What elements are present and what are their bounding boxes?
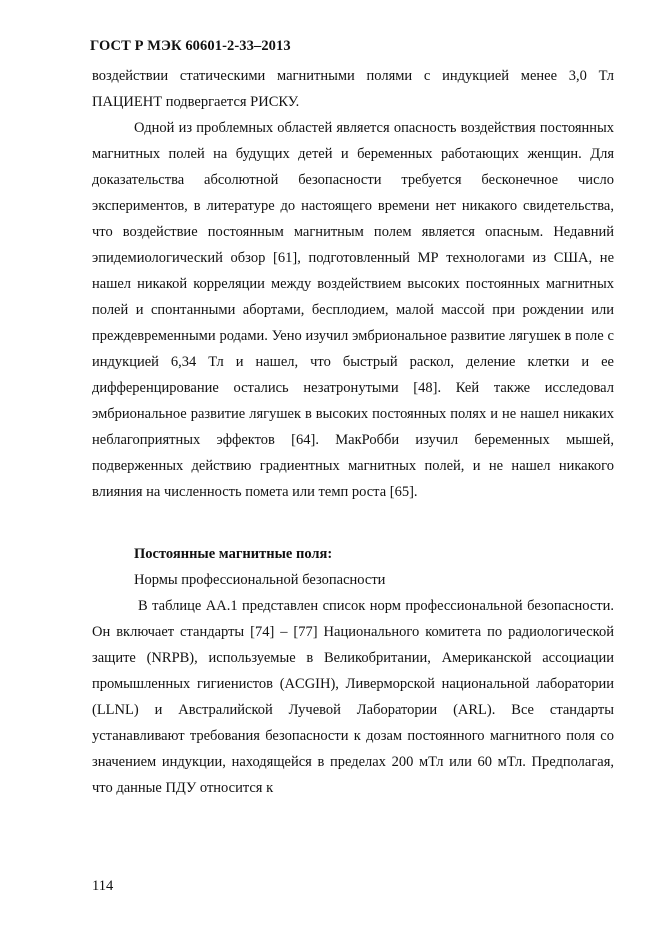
subheading: Нормы профессиональной безопасности [134, 572, 386, 588]
section-gap [92, 505, 614, 541]
page-number: 114 [92, 878, 114, 894]
section-heading: Постоянные магнитные поля: [134, 546, 333, 562]
body-text [92, 63, 614, 801]
paragraph-fetal-exposure: Одной из проблемных областей является опасность воздействия постоянных магнитных полей на будущих детей и беременных работающих женщин. Для доказательства абсолютной безопасности требуется бесконечное число экспериментов, в литературе до настоящего времени нет никакого свидетельства, что воздействие постоянным магнитным полем является опасным. Недавний эпидемиологический обзор [61], подготовленный МР технологами из США, не нашел никакой корреляции между воздействием высоких постоянных магнитных полей и спонтанными абортами, бесплодием, малой массой при рождении или преждевременными родами. Уено изучил эмбриональное развитие лягушек в поле с индукцией 6,34 Тл и нашел, что быстрый раскол, деление клетки и ее дифференцирование остались незатронутыми [48]. Кей также исследовал эмбриональное развитие лягушек в высоких постоянных полях и не нашел никаких неблагоприятных эффектов [64]. МакРобби изучил беременных мышей, подверженных действию градиентных магнитных полей, и не нашел никакого влияния на численность помета или темп роста [65]. [92, 120, 614, 500]
paragraph-occupational-standards: В таблице АА.1 представлен список норм профессиональной безопасности. Он включает стандарты [74] – [77] Национального комитета по радиологической защите (NRPB), используемые в Великобритании, Американской ассоциации промышленных гигиенистов (ACGIH), Ливерморской национальной лаборатории (LLNL) и Австралийской Лучевой Лаборатории (ARL). Все стандарты устанавливают требования безопасности к дозам постоянного магнитного поля со значением индукции, находящейся в пределах 200 мТл или 60 мТл. Предполагая, что данные ПДУ относится к [92, 598, 614, 796]
document-header: ГОСТ Р МЭК 60601-2-33–2013 [90, 38, 291, 54]
paragraph-continuation: воздействии статическими магнитными полями с индукцией менее 3,0 Тл ПАЦИЕНТ подвергается РИСКУ. [92, 68, 614, 110]
